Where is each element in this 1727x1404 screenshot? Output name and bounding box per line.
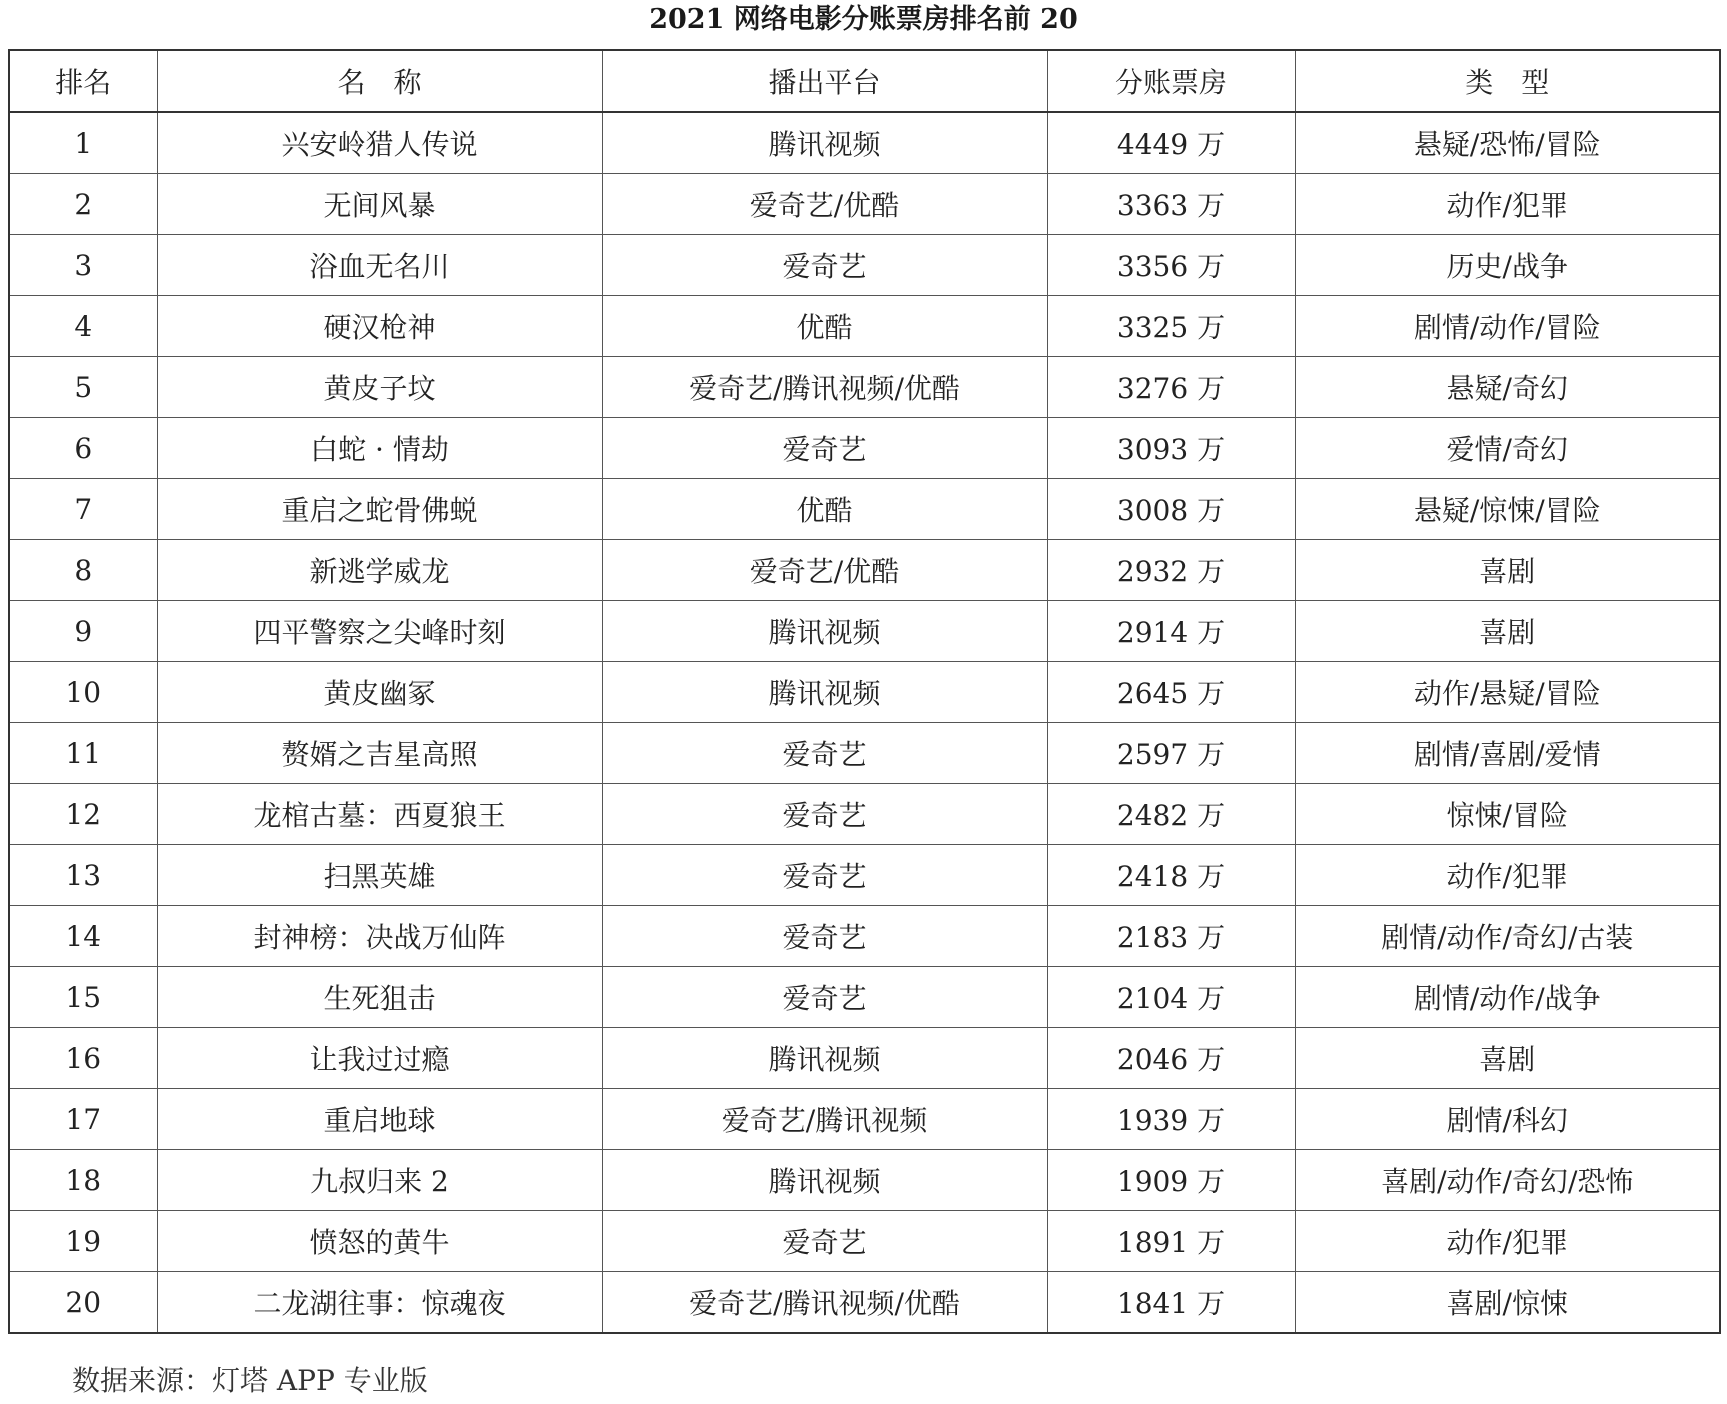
rank-cell: 20 [9, 1272, 157, 1334]
box-office-cell: 3363 万 [1047, 174, 1295, 235]
genre-cell: 动作/犯罪 [1295, 845, 1720, 906]
table-row [9, 906, 1720, 967]
table-body [9, 112, 1720, 1333]
platform-cell: 爱奇艺 [602, 418, 1047, 479]
box-office-cell: 4449 万 [1047, 112, 1295, 174]
name-cell: 黄皮幽冢 [157, 662, 602, 723]
genre-cell: 动作/犯罪 [1295, 174, 1720, 235]
table-row [9, 845, 1720, 906]
rank-cell: 15 [9, 967, 157, 1028]
platform-cell: 爱奇艺 [602, 723, 1047, 784]
box-office-cell: 2104 万 [1047, 967, 1295, 1028]
platform-cell: 爱奇艺 [602, 845, 1047, 906]
name-cell: 重启地球 [157, 1089, 602, 1150]
rank-cell: 7 [9, 479, 157, 540]
genre-cell: 剧情/动作/冒险 [1295, 296, 1720, 357]
box-office-cell: 3325 万 [1047, 296, 1295, 357]
rank-cell: 17 [9, 1089, 157, 1150]
rank-cell: 19 [9, 1211, 157, 1272]
box-office-cell: 1909 万 [1047, 1150, 1295, 1211]
genre-cell: 惊悚/冒险 [1295, 784, 1720, 845]
rank-cell: 4 [9, 296, 157, 357]
box-office-cell: 1891 万 [1047, 1211, 1295, 1272]
table-row [9, 1089, 1720, 1150]
platform-cell: 爱奇艺/腾讯视频 [602, 1089, 1047, 1150]
box-office-cell: 3276 万 [1047, 357, 1295, 418]
genre-cell: 动作/犯罪 [1295, 1211, 1720, 1272]
rank-cell: 12 [9, 784, 157, 845]
genre-cell: 喜剧/惊悚 [1295, 1272, 1720, 1334]
rank-cell: 13 [9, 845, 157, 906]
table-row [9, 967, 1720, 1028]
box-office-cell: 3008 万 [1047, 479, 1295, 540]
name-cell: 无间风暴 [157, 174, 602, 235]
name-cell: 封神榜：决战万仙阵 [157, 906, 602, 967]
box-office-cell: 3093 万 [1047, 418, 1295, 479]
box-office-cell: 2482 万 [1047, 784, 1295, 845]
genre-cell: 历史/战争 [1295, 235, 1720, 296]
name-cell: 四平警察之尖峰时刻 [157, 601, 602, 662]
table-row [9, 784, 1720, 845]
table-row [9, 174, 1720, 235]
name-cell: 二龙湖往事：惊魂夜 [157, 1272, 602, 1334]
genre-cell: 喜剧 [1295, 1028, 1720, 1089]
box-office-cell: 2418 万 [1047, 845, 1295, 906]
name-cell: 赘婿之吉星高照 [157, 723, 602, 784]
platform-cell: 腾讯视频 [602, 662, 1047, 723]
name-cell: 白蛇 · 情劫 [157, 418, 602, 479]
platform-cell: 优酷 [602, 296, 1047, 357]
rank-cell: 11 [9, 723, 157, 784]
table-row [9, 662, 1720, 723]
platform-cell: 爱奇艺/腾讯视频/优酷 [602, 1272, 1047, 1334]
name-cell: 重启之蛇骨佛蜕 [157, 479, 602, 540]
rank-cell: 1 [9, 112, 157, 174]
box-office-cell: 2645 万 [1047, 662, 1295, 723]
box-office-cell: 3356 万 [1047, 235, 1295, 296]
rank-cell: 5 [9, 357, 157, 418]
platform-cell: 爱奇艺 [602, 235, 1047, 296]
table-row [9, 235, 1720, 296]
rank-cell: 9 [9, 601, 157, 662]
table-row [9, 357, 1720, 418]
platform-cell: 爱奇艺/优酷 [602, 174, 1047, 235]
box-office-cell: 2597 万 [1047, 723, 1295, 784]
genre-cell: 喜剧 [1295, 601, 1720, 662]
box-office-cell: 1841 万 [1047, 1272, 1295, 1334]
table-row [9, 540, 1720, 601]
genre-cell: 喜剧 [1295, 540, 1720, 601]
name-cell: 让我过过瘾 [157, 1028, 602, 1089]
rank-cell: 14 [9, 906, 157, 967]
name-cell: 愤怒的黄牛 [157, 1211, 602, 1272]
genre-cell: 悬疑/奇幻 [1295, 357, 1720, 418]
table-row [9, 112, 1720, 174]
header-box-office: 分账票房 [1047, 50, 1295, 112]
rank-cell: 16 [9, 1028, 157, 1089]
name-cell: 龙棺古墓：西夏狼王 [157, 784, 602, 845]
platform-cell: 爱奇艺/优酷 [602, 540, 1047, 601]
platform-cell: 优酷 [602, 479, 1047, 540]
table-row [9, 1211, 1720, 1272]
table-row [9, 1150, 1720, 1211]
header-genre: 类 型 [1295, 50, 1720, 112]
table-row [9, 479, 1720, 540]
rank-cell: 8 [9, 540, 157, 601]
platform-cell: 爱奇艺/腾讯视频/优酷 [602, 357, 1047, 418]
platform-cell: 爱奇艺 [602, 784, 1047, 845]
table-row [9, 418, 1720, 479]
table-row [9, 1028, 1720, 1089]
box-office-cell: 2046 万 [1047, 1028, 1295, 1089]
name-cell: 浴血无名川 [157, 235, 602, 296]
ranking-table-container [8, 49, 1719, 1334]
table-row [9, 601, 1720, 662]
platform-cell: 腾讯视频 [602, 1150, 1047, 1211]
platform-cell: 爱奇艺 [602, 967, 1047, 1028]
name-cell: 黄皮子坟 [157, 357, 602, 418]
platform-cell: 腾讯视频 [602, 1028, 1047, 1089]
name-cell: 九叔归来 2 [157, 1150, 602, 1211]
header-platform: 播出平台 [602, 50, 1047, 112]
genre-cell: 剧情/科幻 [1295, 1089, 1720, 1150]
box-office-ranking-table [8, 49, 1721, 1334]
genre-cell: 喜剧/动作/奇幻/恐怖 [1295, 1150, 1720, 1211]
platform-cell: 腾讯视频 [602, 112, 1047, 174]
box-office-cell: 2183 万 [1047, 906, 1295, 967]
rank-cell: 3 [9, 235, 157, 296]
platform-cell: 腾讯视频 [602, 601, 1047, 662]
genre-cell: 悬疑/惊悚/冒险 [1295, 479, 1720, 540]
rank-cell: 6 [9, 418, 157, 479]
genre-cell: 剧情/动作/战争 [1295, 967, 1720, 1028]
box-office-cell: 2914 万 [1047, 601, 1295, 662]
name-cell: 兴安岭猎人传说 [157, 112, 602, 174]
genre-cell: 剧情/喜剧/爱情 [1295, 723, 1720, 784]
table-row [9, 296, 1720, 357]
table-row [9, 723, 1720, 784]
header-name: 名 称 [157, 50, 602, 112]
rank-cell: 18 [9, 1150, 157, 1211]
header-rank: 排名 [9, 50, 157, 112]
rank-cell: 10 [9, 662, 157, 723]
genre-cell: 悬疑/恐怖/冒险 [1295, 112, 1720, 174]
name-cell: 生死狙击 [157, 967, 602, 1028]
genre-cell: 爱情/奇幻 [1295, 418, 1720, 479]
table-header-row [9, 50, 1720, 112]
genre-cell: 动作/悬疑/冒险 [1295, 662, 1720, 723]
table-row [9, 1272, 1720, 1334]
data-source-note: 数据来源：灯塔 APP 专业版 [72, 1364, 428, 1397]
box-office-cell: 1939 万 [1047, 1089, 1295, 1150]
genre-cell: 剧情/动作/奇幻/古装 [1295, 906, 1720, 967]
table-title: 2021 网络电影分账票房排名前 20 [649, 4, 1078, 35]
box-office-cell: 2932 万 [1047, 540, 1295, 601]
platform-cell: 爱奇艺 [602, 1211, 1047, 1272]
name-cell: 新逃学威龙 [157, 540, 602, 601]
name-cell: 硬汉枪神 [157, 296, 602, 357]
rank-cell: 2 [9, 174, 157, 235]
name-cell: 扫黑英雄 [157, 845, 602, 906]
platform-cell: 爱奇艺 [602, 906, 1047, 967]
